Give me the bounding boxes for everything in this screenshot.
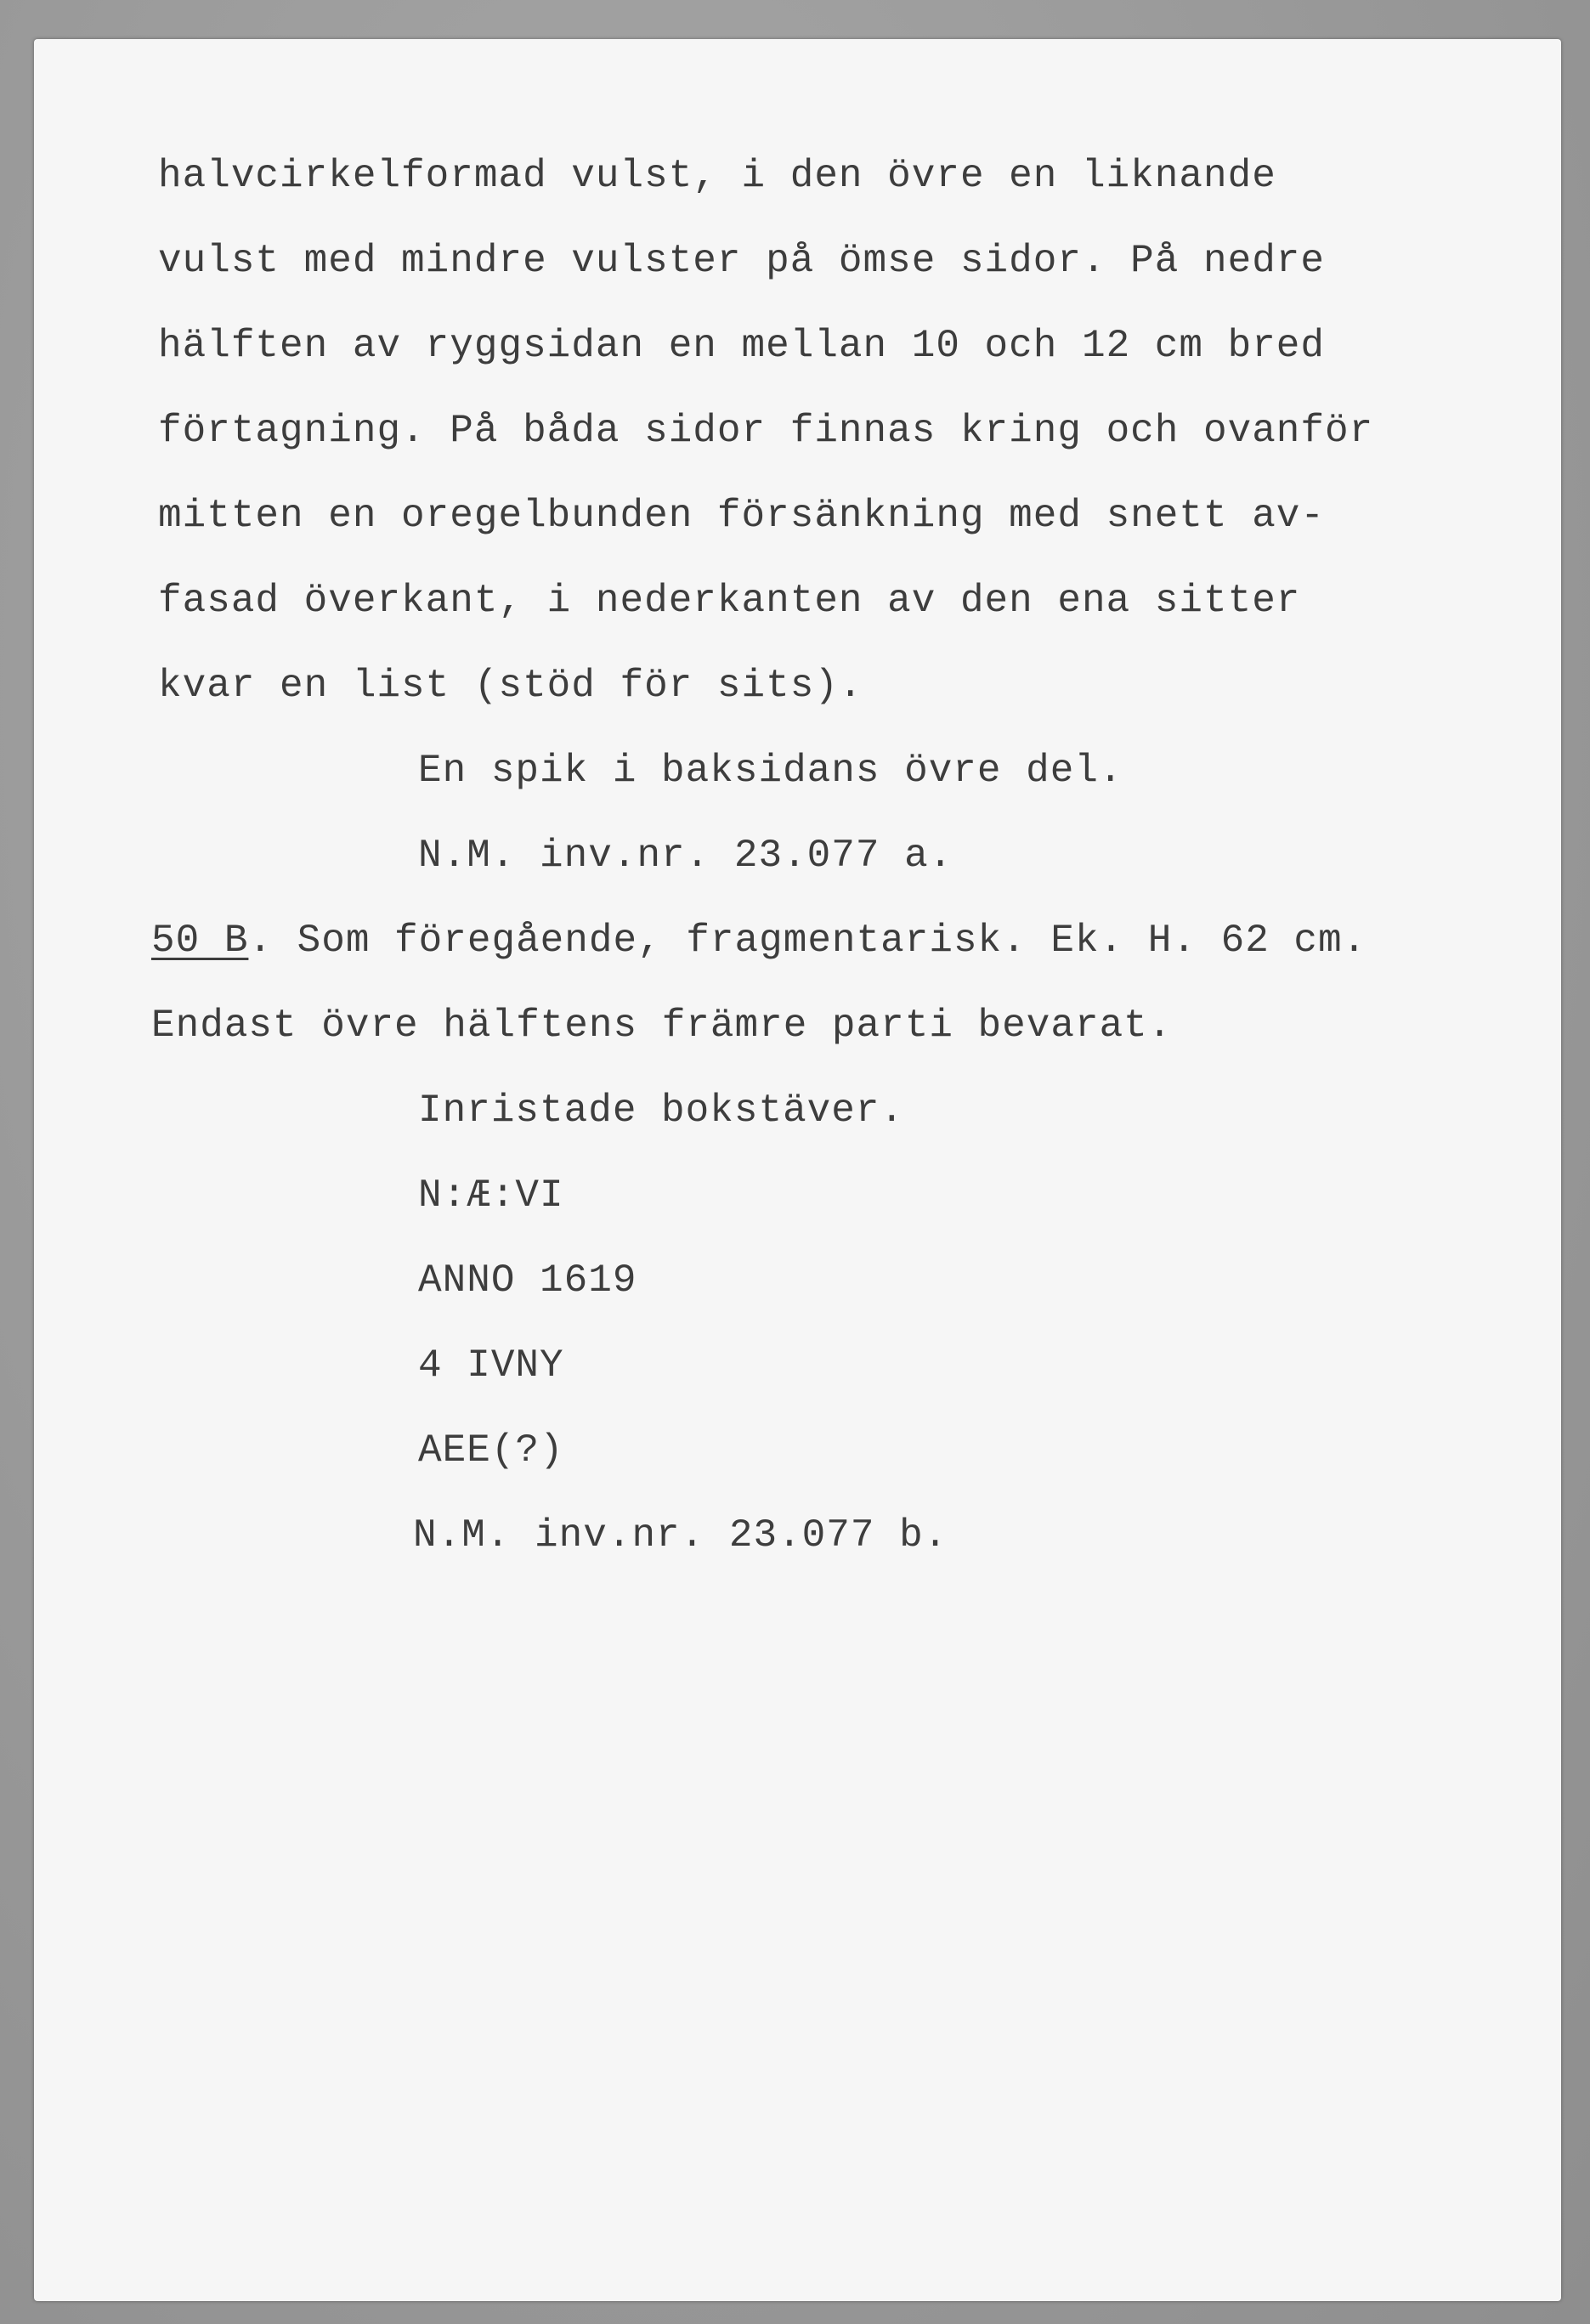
nail-note: En spik i baksidans övre del. [418,749,1123,793]
entry-description: . Som föregående, fragmentarisk. Ek. H. 62 cm. [248,919,1367,963]
body-line-3: hälften av ryggsidan en mellan 10 och 12 cm bred [158,324,1326,368]
entry-preservation-note: Endast övre hälftens främre parti bevarat. [151,1004,1173,1048]
entry-number: 50 B [151,919,249,963]
body-line-6: fasad överkant, i nederkanten av den ena sitter [158,579,1301,623]
inscription-line-3: 4 IVNY [418,1343,564,1388]
body-line-7: kvar en list (stöd för sits). [158,664,863,708]
inventory-number-b: N.M. inv.nr. 23.077 b. [413,1513,948,1558]
archive-card [34,39,1561,2301]
body-line-4: förtagning. På båda sidor finnas kring och ovanför [158,409,1374,453]
body-line-1: halvcirkelformad vulst, i den övre en liknande [158,154,1276,198]
body-line-2: vulst med mindre vulster på ömse sidor. På nedre [158,239,1326,283]
inscription-line-2: ANNO 1619 [418,1258,637,1303]
inventory-number-a: N.M. inv.nr. 23.077 a. [418,834,953,878]
inscription-label: Inristade bokstäver. [418,1088,905,1133]
body-line-5: mitten en oregelbunden försänkning med snett av- [158,494,1326,538]
inscription-line-1: N:Æ:VI [418,1173,564,1218]
inscription-line-4: AEE(?) [418,1428,564,1473]
entry-50b-line [151,919,1367,963]
